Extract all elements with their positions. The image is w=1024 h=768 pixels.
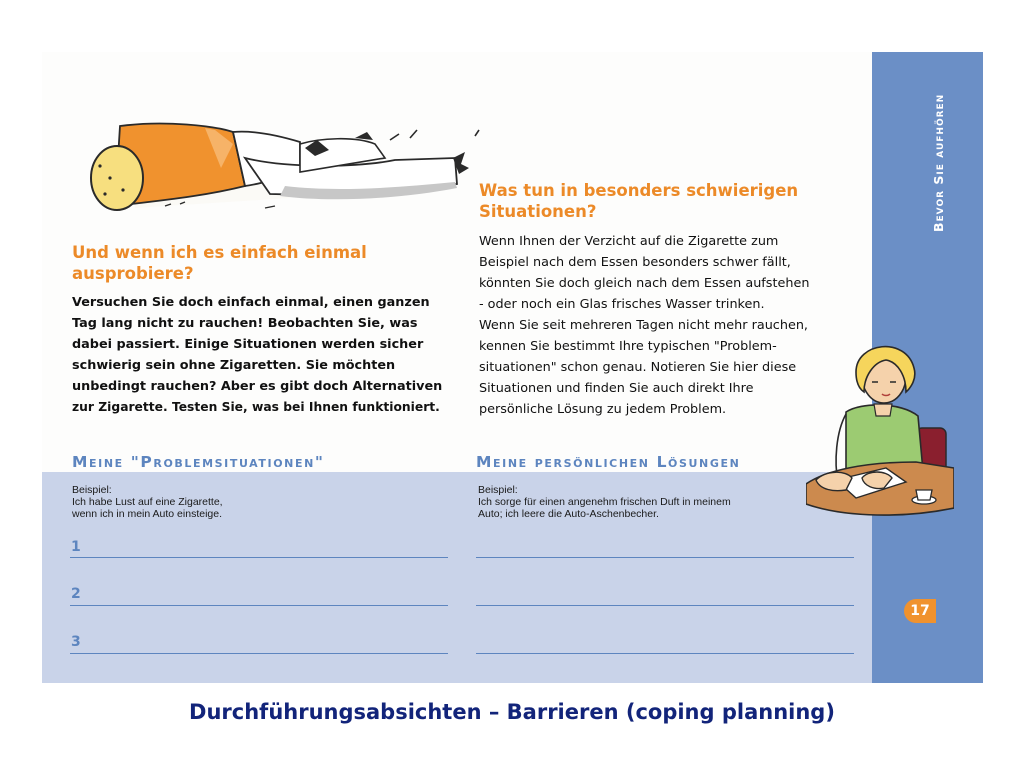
right-body-line: Situationen und finden Sie auch direkt Ihre bbox=[479, 381, 754, 396]
chapter-title-text: Bevor Sie aufhören bbox=[931, 93, 946, 232]
left-body-line: Tag lang nicht zu rauchen! Beobachten Sie, was bbox=[72, 316, 418, 331]
example-label: Beispiel: bbox=[72, 484, 112, 496]
slide-caption: Durchführungsabsichten – Barrieren (coping planning) bbox=[189, 700, 835, 724]
left-heading: Und wenn ich es einfach einmal ausprobiere? bbox=[72, 243, 367, 283]
right-body-line: Beispiel nach dem Essen besonders schwer fällt, bbox=[479, 255, 791, 270]
left-body-line: unbedingt rauchen? Aber es gibt doch Alternativen bbox=[72, 379, 443, 394]
right-body-line: persönliche Lösung zu jedem Problem. bbox=[479, 402, 727, 417]
left-body-line: Versuchen Sie doch einfach einmal, einen ganzen bbox=[72, 295, 430, 310]
problems-title: Meine "Problemsituationen" bbox=[72, 453, 325, 471]
left-body-line: schwierig sein ohne Zigaretten. Sie möchten bbox=[72, 358, 396, 373]
problem-number: 2 bbox=[71, 586, 81, 602]
solution-write-line[interactable] bbox=[476, 557, 854, 558]
solutions-title: Meine persönlichen Lösungen bbox=[476, 453, 741, 471]
left-body bbox=[72, 292, 472, 418]
example-line: Auto; ich leere die Auto-Aschenbecher. bbox=[478, 508, 659, 520]
cigarette-illustration bbox=[55, 108, 485, 218]
solution-write-line[interactable] bbox=[476, 605, 854, 606]
chapter-title bbox=[914, 52, 946, 232]
example-label: Beispiel: bbox=[478, 484, 518, 496]
right-body-line: - oder noch ein Glas frisches Wasser trinken. bbox=[479, 297, 765, 312]
problem-write-line[interactable] bbox=[70, 605, 448, 606]
right-body-line: Wenn Sie seit mehreren Tagen nicht mehr rauchen, bbox=[479, 318, 809, 333]
right-heading: Was tun in besonders schwierigen Situationen? bbox=[479, 181, 799, 221]
problem-number: 3 bbox=[71, 634, 81, 650]
example-line: Ich habe Lust auf eine Zigarette, bbox=[72, 496, 223, 508]
right-body-line: kennen Sie bestimmt Ihre typischen "Problem- bbox=[479, 339, 777, 354]
left-body-line: zur Zigarette. Testen Sie, was bei Ihnen funktioniert. bbox=[72, 400, 440, 414]
solutions-example bbox=[478, 484, 848, 520]
right-body-line: situationen" schon genau. Notieren Sie hier diese bbox=[479, 360, 797, 375]
problem-number: 1 bbox=[71, 539, 81, 555]
right-body bbox=[479, 231, 859, 420]
problem-write-line[interactable] bbox=[70, 653, 448, 654]
problems-example bbox=[72, 484, 452, 520]
left-body-line: dabei passiert. Einige Situationen werden sicher bbox=[72, 337, 424, 352]
problem-write-line[interactable] bbox=[70, 557, 448, 558]
right-body-line: könnten Sie doch gleich nach dem Essen aufstehen bbox=[479, 276, 810, 291]
solution-write-line[interactable] bbox=[476, 653, 854, 654]
example-line: Ich sorge für einen angenehm frischen Duft in meinem bbox=[478, 496, 731, 508]
example-line: wenn ich in mein Auto einsteige. bbox=[72, 508, 223, 520]
page-number: 17 bbox=[904, 599, 936, 623]
right-body-line: Wenn Ihnen der Verzicht auf die Zigarette zum bbox=[479, 234, 779, 249]
